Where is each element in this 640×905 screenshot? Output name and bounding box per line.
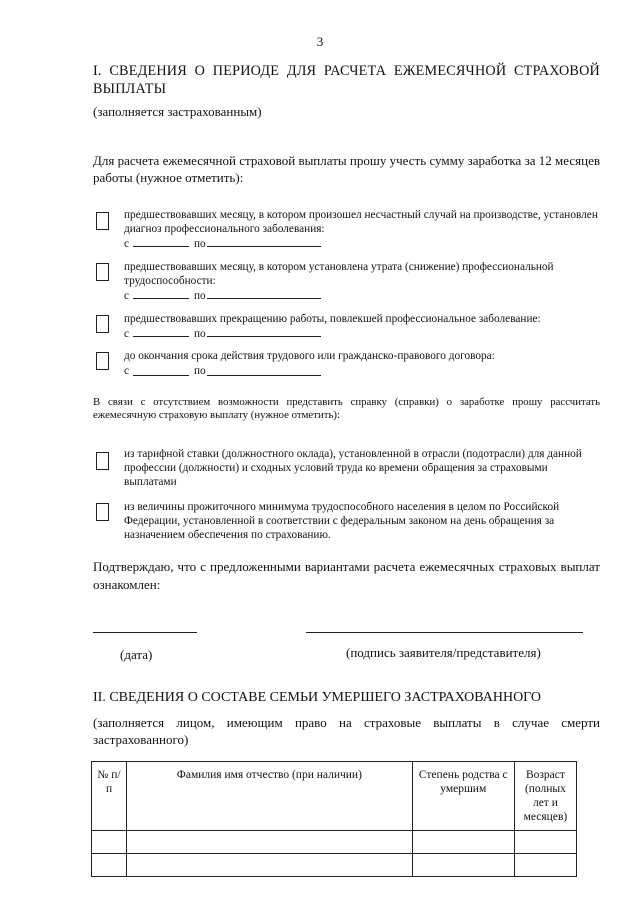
option3-dates — [124, 327, 600, 341]
table-cell[interactable] — [127, 831, 413, 854]
table-cell[interactable] — [412, 831, 514, 854]
option2 — [124, 260, 600, 303]
section2-title: II. СВЕДЕНИЯ О СОСТАВЕ СЕМЬИ УМЕРШЕГО ЗАСТРАХОВАННОГО — [93, 690, 542, 705]
option4-dates — [124, 364, 600, 378]
option1-date-from-field[interactable] — [133, 246, 189, 247]
table-cell[interactable] — [412, 854, 514, 877]
option2-checkbox[interactable] — [96, 263, 109, 281]
option2-date-to-field[interactable] — [207, 298, 321, 299]
signature-caption: (подпись заявителя/представителя) — [346, 645, 541, 660]
signature-field[interactable] — [306, 632, 583, 633]
table-row — [92, 854, 577, 877]
option1-dates — [124, 237, 600, 251]
option1 — [124, 208, 600, 251]
date-from-label: с — [124, 238, 130, 250]
table-cell[interactable] — [92, 831, 127, 854]
family-table — [91, 761, 577, 877]
header-full-name: Фамилия имя отчество (при наличии) — [127, 762, 413, 831]
option2-text: предшествовавших месяцу, в котором установлена утрата (снижение) профессиональной трудоспособности: — [124, 261, 554, 287]
alt-option2-checkbox[interactable] — [96, 503, 109, 521]
option3-checkbox[interactable] — [96, 315, 109, 333]
header-relationship: Степень родства с умершим — [412, 762, 514, 831]
date-to-label: по — [194, 290, 206, 302]
header-age: Возраст (полных лет и месяцев) — [514, 762, 576, 831]
option1-date-to-field[interactable] — [207, 246, 321, 247]
option3-text: предшествовавших прекращению работы, повлекшей профессиональное заболевание: — [124, 313, 541, 325]
table-header-row — [92, 762, 577, 831]
date-caption: (дата) — [120, 647, 153, 662]
confirm-text: Подтверждаю, что с предложенными вариантами расчета ежемесячных страховых выплат ознакомлен: — [93, 559, 600, 592]
section1-title: I. СВЕДЕНИЯ О ПЕРИОДЕ ДЛЯ РАСЧЕТА ЕЖЕМЕСЯЧНОЙ СТРАХОВОЙ ВЫПЛАТЫ — [93, 63, 600, 97]
option3 — [124, 312, 600, 341]
date-from-label: с — [124, 328, 130, 340]
option4-date-from-field[interactable] — [133, 375, 189, 376]
table-cell[interactable] — [514, 854, 576, 877]
option4 — [124, 349, 600, 378]
table-cell[interactable] — [92, 854, 127, 877]
option4-text: до окончания срока действия трудового или гражданско-правового договора: — [124, 350, 495, 362]
option2-date-from-field[interactable] — [133, 298, 189, 299]
option3-date-from-field[interactable] — [133, 336, 189, 337]
table-cell[interactable] — [514, 831, 576, 854]
option4-date-to-field[interactable] — [207, 375, 321, 376]
no-certificate-text: В связи с отсутствием возможности представить справку (справки) о заработке прошу рассчитать ежемесячную страховую выплату (нужное отметить): — [93, 396, 600, 421]
table-row — [92, 831, 577, 854]
table-cell[interactable] — [127, 854, 413, 877]
option4-checkbox[interactable] — [96, 352, 109, 370]
date-from-label: с — [124, 290, 130, 302]
date-to-label: по — [194, 238, 206, 250]
page-number: 3 — [316, 34, 324, 49]
section1-note: (заполняется застрахованным) — [93, 104, 262, 119]
header-number: № п/п — [92, 762, 127, 831]
alt-option1-text: из тарифной ставки (должностного оклада), установленной в отрасли (подотрасли) для данной профессии (должности) и сходных условий труда ко времени обращения за страховыми выплатами — [124, 448, 582, 488]
option1-checkbox[interactable] — [96, 212, 109, 230]
option1-text: предшествовавших месяцу, в котором произошел несчастный случай на производстве, установлен диагноз профессионального заболевания: — [124, 209, 598, 235]
option3-date-to-field[interactable] — [207, 336, 321, 337]
date-to-label: по — [194, 365, 206, 377]
date-to-label: по — [194, 328, 206, 340]
alt-option1-checkbox[interactable] — [96, 452, 109, 470]
option2-dates — [124, 289, 600, 303]
alt-option2 — [124, 500, 594, 542]
date-from-label: с — [124, 365, 130, 377]
date-field[interactable] — [93, 632, 197, 633]
alt-option2-text: из величины прожиточного минимума трудоспособного населения в целом по Российской Федерации, установленной в соответствии с федеральным законом на день обращения за назначением обеспечения по страхованию. — [124, 501, 560, 541]
alt-option1 — [124, 447, 594, 489]
section2-note: (заполняется лицом, имеющим право на страховые выплаты в случае смерти застрахованного) — [93, 715, 600, 747]
section1-intro: Для расчета ежемесячной страховой выплаты прошу учесть сумму заработка за 12 месяцев работы (нужное отметить): — [93, 153, 600, 185]
